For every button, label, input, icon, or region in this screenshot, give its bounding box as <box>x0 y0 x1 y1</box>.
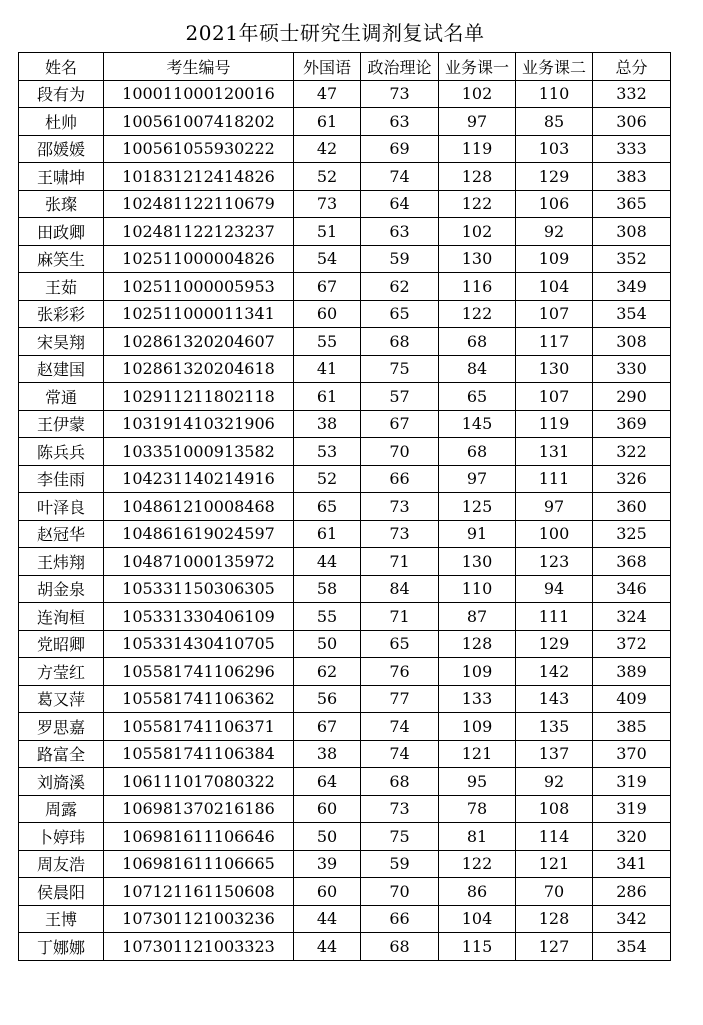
header-row <box>19 53 671 81</box>
cell-exam-id: 105331430410705 <box>104 630 294 658</box>
cell-exam-id: 102511000005953 <box>104 273 294 301</box>
cell-course-two: 121 <box>516 850 593 878</box>
cell-exam-id: 102911211802118 <box>104 383 294 411</box>
table-row <box>19 355 671 383</box>
cell-name: 邵媛媛 <box>19 135 104 163</box>
table-row <box>19 520 671 548</box>
cell-total: 332 <box>593 80 671 108</box>
cell-name: 王炜翔 <box>19 548 104 576</box>
table-row <box>19 108 671 136</box>
cell-politics: 73 <box>361 520 439 548</box>
cell-name: 陈兵兵 <box>19 438 104 466</box>
cell-exam-id: 104871000135972 <box>104 548 294 576</box>
document-title: 2021年硕士研究生调剂复试名单 <box>185 21 485 45</box>
cell-total: 324 <box>593 603 671 631</box>
cell-politics: 74 <box>361 163 439 191</box>
cell-foreign-language: 44 <box>294 933 361 961</box>
cell-name: 王博 <box>19 905 104 933</box>
cell-name: 周友浩 <box>19 850 104 878</box>
table-row <box>19 548 671 576</box>
table-row <box>19 218 671 246</box>
cell-politics: 62 <box>361 273 439 301</box>
table-row <box>19 575 671 603</box>
cell-course-two: 100 <box>516 520 593 548</box>
cell-exam-id: 104861210008468 <box>104 493 294 521</box>
cell-course-two: 123 <box>516 548 593 576</box>
cell-foreign-language: 54 <box>294 245 361 273</box>
cell-total: 333 <box>593 135 671 163</box>
table-row <box>19 328 671 356</box>
cell-course-one: 145 <box>439 410 516 438</box>
cell-course-two: 94 <box>516 575 593 603</box>
table-row <box>19 850 671 878</box>
cell-name: 路富全 <box>19 740 104 768</box>
cell-total: 372 <box>593 630 671 658</box>
cell-name: 胡金泉 <box>19 575 104 603</box>
cell-exam-id: 105581741106371 <box>104 713 294 741</box>
cell-foreign-language: 58 <box>294 575 361 603</box>
cell-course-one: 104 <box>439 905 516 933</box>
table-row <box>19 630 671 658</box>
cell-exam-id: 106981611106665 <box>104 850 294 878</box>
cell-total: 354 <box>593 300 671 328</box>
cell-exam-id: 107121161150608 <box>104 878 294 906</box>
cell-politics: 77 <box>361 685 439 713</box>
cell-name: 党昭卿 <box>19 630 104 658</box>
cell-politics: 59 <box>361 850 439 878</box>
cell-politics: 66 <box>361 905 439 933</box>
table-row <box>19 933 671 961</box>
cell-exam-id: 103191410321906 <box>104 410 294 438</box>
cell-course-one: 119 <box>439 135 516 163</box>
cell-course-one: 110 <box>439 575 516 603</box>
table-body <box>19 80 671 960</box>
cell-politics: 71 <box>361 548 439 576</box>
cell-foreign-language: 52 <box>294 163 361 191</box>
table-row <box>19 713 671 741</box>
cell-total: 319 <box>593 768 671 796</box>
cell-name: 王伊蒙 <box>19 410 104 438</box>
cell-course-two: 135 <box>516 713 593 741</box>
cell-exam-id: 102481122110679 <box>104 190 294 218</box>
cell-name: 宋昊翔 <box>19 328 104 356</box>
cell-exam-id: 102511000011341 <box>104 300 294 328</box>
cell-course-two: 106 <box>516 190 593 218</box>
cell-exam-id: 105331150306305 <box>104 575 294 603</box>
cell-course-one: 81 <box>439 823 516 851</box>
cell-course-two: 70 <box>516 878 593 906</box>
cell-name: 方莹红 <box>19 658 104 686</box>
cell-foreign-language: 62 <box>294 658 361 686</box>
cell-course-one: 122 <box>439 850 516 878</box>
cell-course-one: 84 <box>439 355 516 383</box>
cell-foreign-language: 61 <box>294 520 361 548</box>
cell-course-two: 117 <box>516 328 593 356</box>
cell-exam-id: 105581741106296 <box>104 658 294 686</box>
cell-name: 麻笑生 <box>19 245 104 273</box>
cell-total: 308 <box>593 218 671 246</box>
cell-name: 叶泽良 <box>19 493 104 521</box>
cell-exam-id: 107301121003236 <box>104 905 294 933</box>
cell-total: 352 <box>593 245 671 273</box>
cell-course-one: 133 <box>439 685 516 713</box>
cell-politics: 63 <box>361 108 439 136</box>
cell-course-two: 97 <box>516 493 593 521</box>
cell-name: 李佳雨 <box>19 465 104 493</box>
cell-foreign-language: 61 <box>294 108 361 136</box>
cell-course-two: 119 <box>516 410 593 438</box>
cell-course-two: 129 <box>516 163 593 191</box>
cell-total: 322 <box>593 438 671 466</box>
table-row <box>19 438 671 466</box>
cell-politics: 84 <box>361 575 439 603</box>
cell-course-one: 102 <box>439 218 516 246</box>
table-row <box>19 823 671 851</box>
cell-course-two: 103 <box>516 135 593 163</box>
cell-exam-id: 105581741106362 <box>104 685 294 713</box>
cell-exam-id: 100561007418202 <box>104 108 294 136</box>
cell-exam-id: 100561055930222 <box>104 135 294 163</box>
cell-foreign-language: 67 <box>294 273 361 301</box>
cell-course-one: 65 <box>439 383 516 411</box>
cell-exam-id: 105331330406109 <box>104 603 294 631</box>
cell-politics: 70 <box>361 438 439 466</box>
table-row <box>19 795 671 823</box>
cell-foreign-language: 39 <box>294 850 361 878</box>
table-row <box>19 80 671 108</box>
cell-total: 354 <box>593 933 671 961</box>
cell-exam-id: 106981370216186 <box>104 795 294 823</box>
table-row <box>19 190 671 218</box>
cell-foreign-language: 67 <box>294 713 361 741</box>
cell-total: 349 <box>593 273 671 301</box>
cell-course-two: 107 <box>516 300 593 328</box>
cell-politics: 73 <box>361 493 439 521</box>
cell-exam-id: 106981611106646 <box>104 823 294 851</box>
cell-name: 赵建国 <box>19 355 104 383</box>
cell-course-one: 78 <box>439 795 516 823</box>
cell-politics: 63 <box>361 218 439 246</box>
cell-total: 326 <box>593 465 671 493</box>
cell-total: 290 <box>593 383 671 411</box>
cell-politics: 75 <box>361 823 439 851</box>
cell-foreign-language: 73 <box>294 190 361 218</box>
cell-course-one: 128 <box>439 630 516 658</box>
cell-course-one: 97 <box>439 108 516 136</box>
table-row <box>19 905 671 933</box>
cell-politics: 73 <box>361 80 439 108</box>
cell-course-one: 130 <box>439 548 516 576</box>
cell-course-two: 137 <box>516 740 593 768</box>
cell-total: 308 <box>593 328 671 356</box>
cell-politics: 68 <box>361 328 439 356</box>
cell-name: 周露 <box>19 795 104 823</box>
cell-course-two: 85 <box>516 108 593 136</box>
cell-course-one: 121 <box>439 740 516 768</box>
cell-total: 342 <box>593 905 671 933</box>
cell-total: 368 <box>593 548 671 576</box>
cell-total: 346 <box>593 575 671 603</box>
cell-course-two: 130 <box>516 355 593 383</box>
cell-foreign-language: 55 <box>294 603 361 631</box>
cell-course-one: 109 <box>439 713 516 741</box>
cell-course-two: 143 <box>516 685 593 713</box>
cell-politics: 59 <box>361 245 439 273</box>
cell-name: 侯晨阳 <box>19 878 104 906</box>
cell-total: 370 <box>593 740 671 768</box>
cell-course-one: 109 <box>439 658 516 686</box>
cell-exam-id: 105581741106384 <box>104 740 294 768</box>
cell-politics: 68 <box>361 768 439 796</box>
cell-course-two: 107 <box>516 383 593 411</box>
cell-course-two: 127 <box>516 933 593 961</box>
cell-course-two: 109 <box>516 245 593 273</box>
cell-course-one: 128 <box>439 163 516 191</box>
table-row <box>19 493 671 521</box>
cell-course-one: 86 <box>439 878 516 906</box>
cell-name: 丁娜娜 <box>19 933 104 961</box>
cell-politics: 74 <box>361 740 439 768</box>
table-row <box>19 273 671 301</box>
cell-total: 325 <box>593 520 671 548</box>
cell-course-two: 92 <box>516 218 593 246</box>
cell-course-two: 129 <box>516 630 593 658</box>
cell-foreign-language: 60 <box>294 795 361 823</box>
cell-course-one: 125 <box>439 493 516 521</box>
table-row <box>19 768 671 796</box>
cell-name: 赵冠华 <box>19 520 104 548</box>
cell-politics: 76 <box>361 658 439 686</box>
cell-politics: 68 <box>361 933 439 961</box>
table-row <box>19 245 671 273</box>
cell-exam-id: 102511000004826 <box>104 245 294 273</box>
cell-course-two: 110 <box>516 80 593 108</box>
table-row <box>19 300 671 328</box>
cell-total: 383 <box>593 163 671 191</box>
table-row <box>19 603 671 631</box>
cell-foreign-language: 50 <box>294 823 361 851</box>
cell-foreign-language: 52 <box>294 465 361 493</box>
cell-total: 320 <box>593 823 671 851</box>
cell-course-two: 108 <box>516 795 593 823</box>
cell-total: 369 <box>593 410 671 438</box>
cell-course-two: 111 <box>516 465 593 493</box>
cell-foreign-language: 42 <box>294 135 361 163</box>
cell-course-two: 114 <box>516 823 593 851</box>
header-foreign-language: 外国语 <box>294 53 361 81</box>
cell-exam-id: 103351000913582 <box>104 438 294 466</box>
cell-course-one: 95 <box>439 768 516 796</box>
table-row <box>19 740 671 768</box>
header-course-one: 业务课一 <box>439 53 516 81</box>
cell-name: 王茹 <box>19 273 104 301</box>
cell-foreign-language: 60 <box>294 878 361 906</box>
cell-course-one: 102 <box>439 80 516 108</box>
cell-name: 张璨 <box>19 190 104 218</box>
cell-name: 常通 <box>19 383 104 411</box>
header-total: 总分 <box>593 53 671 81</box>
cell-politics: 64 <box>361 190 439 218</box>
cell-name: 罗思嘉 <box>19 713 104 741</box>
cell-exam-id: 107301121003323 <box>104 933 294 961</box>
cell-politics: 71 <box>361 603 439 631</box>
cell-exam-id: 102861320204607 <box>104 328 294 356</box>
cell-foreign-language: 44 <box>294 548 361 576</box>
header-politics: 政治理论 <box>361 53 439 81</box>
cell-total: 385 <box>593 713 671 741</box>
cell-name: 段有为 <box>19 80 104 108</box>
cell-exam-id: 102861320204618 <box>104 355 294 383</box>
table-row <box>19 878 671 906</box>
cell-exam-id: 100011000120016 <box>104 80 294 108</box>
cell-foreign-language: 60 <box>294 300 361 328</box>
cell-course-two: 131 <box>516 438 593 466</box>
header-name: 姓名 <box>19 53 104 81</box>
cell-exam-id: 104231140214916 <box>104 465 294 493</box>
cell-politics: 75 <box>361 355 439 383</box>
cell-total: 319 <box>593 795 671 823</box>
table-row <box>19 658 671 686</box>
cell-course-one: 97 <box>439 465 516 493</box>
cell-course-one: 91 <box>439 520 516 548</box>
cell-foreign-language: 61 <box>294 383 361 411</box>
score-table <box>18 52 671 961</box>
cell-politics: 70 <box>361 878 439 906</box>
cell-politics: 73 <box>361 795 439 823</box>
cell-course-one: 130 <box>439 245 516 273</box>
cell-course-two: 92 <box>516 768 593 796</box>
cell-total: 360 <box>593 493 671 521</box>
cell-foreign-language: 51 <box>294 218 361 246</box>
cell-course-one: 116 <box>439 273 516 301</box>
header-exam-id: 考生编号 <box>104 53 294 81</box>
cell-name: 葛又萍 <box>19 685 104 713</box>
cell-name: 王啸坤 <box>19 163 104 191</box>
cell-exam-id: 102481122123237 <box>104 218 294 246</box>
cell-name: 刘旖溪 <box>19 768 104 796</box>
cell-foreign-language: 41 <box>294 355 361 383</box>
header-course-two: 业务课二 <box>516 53 593 81</box>
cell-course-two: 104 <box>516 273 593 301</box>
cell-exam-id: 106111017080322 <box>104 768 294 796</box>
cell-total: 286 <box>593 878 671 906</box>
cell-total: 389 <box>593 658 671 686</box>
cell-course-one: 68 <box>439 328 516 356</box>
cell-course-two: 111 <box>516 603 593 631</box>
cell-course-one: 115 <box>439 933 516 961</box>
cell-exam-id: 104861619024597 <box>104 520 294 548</box>
cell-foreign-language: 44 <box>294 905 361 933</box>
cell-politics: 66 <box>361 465 439 493</box>
cell-course-two: 142 <box>516 658 593 686</box>
cell-name: 田政卿 <box>19 218 104 246</box>
cell-course-two: 128 <box>516 905 593 933</box>
cell-name: 卜婷玮 <box>19 823 104 851</box>
cell-course-one: 122 <box>439 190 516 218</box>
cell-course-one: 122 <box>439 300 516 328</box>
cell-foreign-language: 65 <box>294 493 361 521</box>
cell-name: 杜帅 <box>19 108 104 136</box>
table-row <box>19 410 671 438</box>
cell-foreign-language: 50 <box>294 630 361 658</box>
cell-foreign-language: 38 <box>294 740 361 768</box>
cell-total: 330 <box>593 355 671 383</box>
cell-politics: 57 <box>361 383 439 411</box>
cell-foreign-language: 53 <box>294 438 361 466</box>
cell-politics: 74 <box>361 713 439 741</box>
cell-politics: 69 <box>361 135 439 163</box>
table-row <box>19 685 671 713</box>
cell-foreign-language: 47 <box>294 80 361 108</box>
cell-name: 连洵桓 <box>19 603 104 631</box>
cell-total: 365 <box>593 190 671 218</box>
table-row <box>19 135 671 163</box>
table-row <box>19 163 671 191</box>
cell-foreign-language: 64 <box>294 768 361 796</box>
cell-course-one: 68 <box>439 438 516 466</box>
cell-politics: 65 <box>361 300 439 328</box>
cell-foreign-language: 56 <box>294 685 361 713</box>
cell-foreign-language: 38 <box>294 410 361 438</box>
cell-name: 张彩彩 <box>19 300 104 328</box>
table-row <box>19 383 671 411</box>
cell-exam-id: 101831212414826 <box>104 163 294 191</box>
table-row <box>19 465 671 493</box>
cell-foreign-language: 55 <box>294 328 361 356</box>
cell-total: 409 <box>593 685 671 713</box>
cell-total: 306 <box>593 108 671 136</box>
cell-politics: 65 <box>361 630 439 658</box>
cell-politics: 67 <box>361 410 439 438</box>
cell-total: 341 <box>593 850 671 878</box>
cell-course-one: 87 <box>439 603 516 631</box>
